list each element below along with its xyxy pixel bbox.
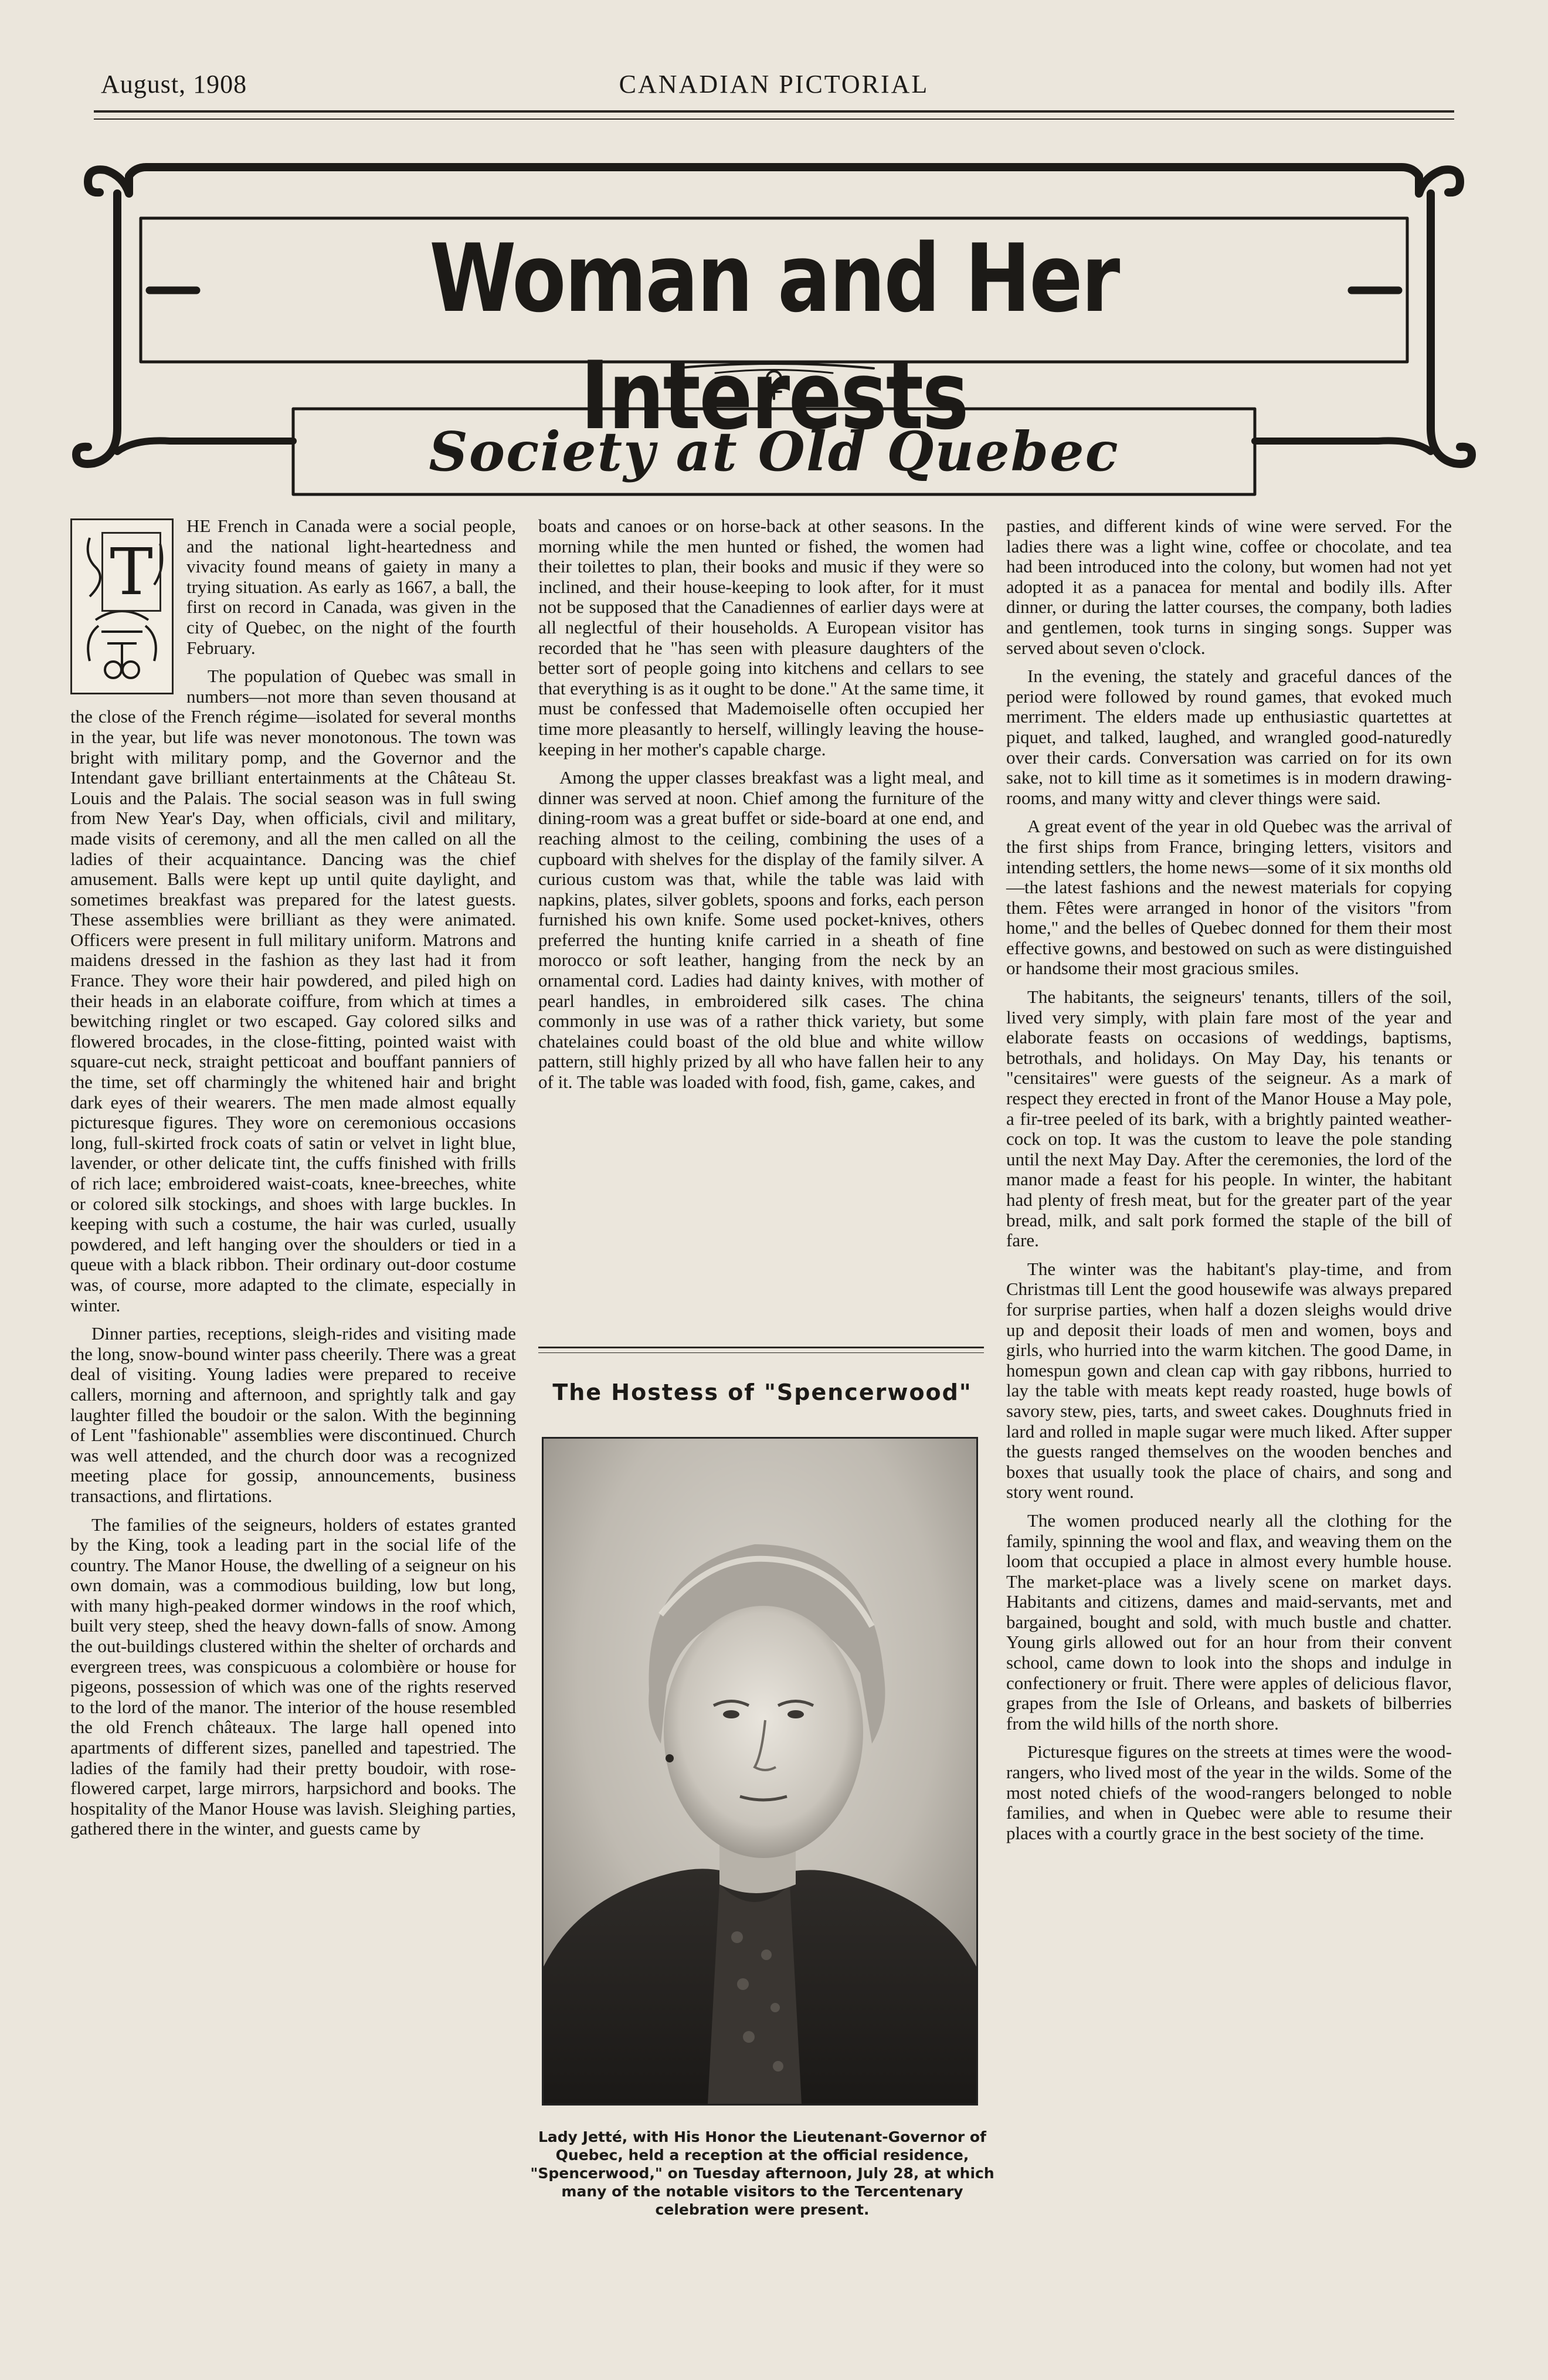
photo-rule xyxy=(538,1347,984,1348)
paragraph: The women produced nearly all the clothing for the family, spinning the wool and flax, and weaving them on the loom that occupied a place in almost every humble house. The market-place was a lively scene on market days. Habitants and citizens, dames and maid-servants, met and bargained, bought and sold, with much bustle and chatter. Young girls allowed out for an hour from their convent school, came down to look into the shops and indulge in confectionery or fruit. There were apples of delicious flavor, grapes from the Isle of Orleans, and baskets of bilberries from the wild hills of the north shore. xyxy=(1006,1510,1452,1734)
drop-cap xyxy=(70,518,174,694)
paragraph: The families of the seigneurs, holders of estates granted by the King, took a leading part in the social life of the country. The Manor House, the dwelling of a seigneur on his own domain, was a commodious building, low but long, with many high-peaked dormer windows in the roof which, built very steep, shed the heavy down-falls of snow. Among the out-buildings clustered within the shelter of orchards and evergreen trees, was conspicuous a colombière or house for pigeons, possession of which was one of the rights reserved to the lord of the manor. The interior of the house resembled the old French châteaux. The large hall opened into apartments of different sizes, panelled and tapestried. The ladies of the family had their pretty boudoir, with rose-flowered carpet, large mirrors, harpsichord and books. The hospitality of the Manor House was lavish. Sleighing parties, gathered there in the winter, and guests came by xyxy=(70,1514,516,1839)
paragraph: The habitants, the seigneurs' tenants, tillers of the soil, lived very simply, with plain fare most of the year and elaborate feasts on occasions of weddings, baptisms, betrothals, and holidays. On May Day, his tenants or "censitaires" were guests of the seigneur. As a mark of respect they erected in front of the Manor House a May pole, a fir-tree peeled of its bark, with a brightly painted weather-cock on top. It was the custom to leave the pole standing until the next May Day. After the ceremonies, the lord of the manor made a feast for his people. In winter, the habitant had plenty of fresh meat, but for the greater part of the year bread, milk, and salt pork formed the staple of the bill of fare. xyxy=(1006,986,1452,1251)
paragraph: The winter was the habitant's play-time, and from Christmas till Lent the good housewife was always prepared for surprise parties, when half a dozen sleighs would drive up and deposit their loads of men and women, boys and girls, who hurried into the warm kitchen. The good Dame, in homespun gown and clean cap with gay ribbons, hurried to lay the table with meats kept ready roasted, huge bowls of savory stew, pies, tarts, and sweet cakes. Doughnuts fried in lard and rolled in maple sugar were much liked. After supper the guests ranged themselves on the wooden benches and boxes that usually took the place of chairs, and song and story went round. xyxy=(1006,1258,1452,1503)
portrait-photo xyxy=(542,1437,978,2106)
article-title: Society at Old Quebec xyxy=(429,420,1119,483)
paragraph: The population of Quebec was small in numbers—not more than seven thousand at the close of the French régime—isolated for several months in the year, but life was never monotonous. The town was bright with military pomp, and the Governor and the Intendant gave brilliant entertainments at the Château St. Louis and the Palais. The social season was in full swing from New Year's Day, when officials, civil and military, made visits of ceremony, and all the men called on all the ladies of their acquaintance. Dancing was the chief amusement. Balls were kept up until quite daylight, and sometimes breakfast was prepared for the latest guests. These assemblies were brilliant as they were animated. Officers were present in full military uniform. Matrons and maidens dressed in the fashion as they last had it from France. They wore their hair powdered, and piled high on their heads in an elaborate coiffure, from which at times a bewitching ringlet or two escaped. Gay colored silks and flowered brocades, in the close-fitting, pointed waist with square-cut neck, straight petticoat and bouffant panniers of the time, set off charmingly the whitened hair and bright dark eyes of their wearers. The men made almost equally picturesque figures. They wore on ceremonious occasions long, full-skirted frock coats of satin or velvet in light blue, lavender, or other delicate tint, the cuffs finished with frills of rich lace; embroidered waist-coats, knee-breeches, white or colored silk stockings, and shoes with large buckles. In keeping with such a costume, the hair was curled, usually powdered, and left hanging over the shoulders or tied in a queue with a black ribbon. Their ordinary out-door costume was, of course, more adapted to the climate, especially in winter. xyxy=(70,666,516,1316)
article-column-3 xyxy=(1006,516,1452,1852)
publication-name: CANADIAN PICTORIAL xyxy=(619,70,929,99)
paragraph: HE French in Canada were a social people, and the national light-heartedness and vivacity found means of gaiety in many a trying situation. As early as 1667, a ball, the first on record in Canada, was given in the city of Quebec, on the night of the fourth February. xyxy=(186,516,516,658)
paragraph: A great event of the year in old Quebec was the arrival of the first ships from France, bringing letters, visitors and intending settlers, the home news—some of it six months old—the latest fashions and the newest materials for copying them. Fêtes were arranged in honor of the visitors "from home," and the belles of Quebec donned for them their most effective gowns, and bestowed on such as were distinguished or handsome their most gracious smiles. xyxy=(1006,816,1452,979)
drop-cap-letter: T xyxy=(101,532,161,612)
article-column-2 xyxy=(538,516,984,1101)
photo-rule-thin xyxy=(538,1352,984,1353)
paragraph: Picturesque figures on the streets at times were the wood-rangers, who lived most of the year in the wilds. Some of the most noted chiefs of the wood-rangers belonged to noble families, and when in Quebec were able to resume their places with a courtly grace in the best society of the time. xyxy=(1006,1741,1452,1843)
issue-date: August, 1908 xyxy=(101,70,247,99)
article-column-1 xyxy=(70,516,516,1847)
photo-caption: Lady Jetté, with His Honor the Lieutenant-Governor of Quebec, held a reception at the official residence, "Spencerwood," on Tuesday afternoon, July 28, at which many of the notable visitors to the Tercentenary celebration were present. xyxy=(530,2128,994,2218)
portrait-woman-icon xyxy=(544,1439,976,2104)
section-title: Woman and Her Interests xyxy=(429,223,1119,450)
paragraph: In the evening, the stately and graceful dances of the period were followed by round games, that evoked much merriment. The elders made up enthusiastic quartettes at piquet, and talked, laughed, and wrangled good-naturedly over their cards. Conversation was carried on for its own sake, not to kill time as it sometimes is in modern drawing-rooms, and many witty and clever things were said. xyxy=(1006,666,1452,808)
paragraph: Dinner parties, receptions, sleigh-rides and visiting made the long, snow-bound winter pass cheerily. There was a great deal of visiting. Young ladies were prepared to receive callers, morning and afternoon, and sprightly talk and gay laughter filled the boudoir or the salon. With the beginning of Lent "fashionable" assemblies were discontinued. Church was well attended, and the church door was a recognized meeting place for gossip, announcements, business transactions, and flirtations. xyxy=(70,1323,516,1506)
photo-heading: The Hostess of "Spencerwood" xyxy=(552,1379,972,1405)
paragraph: boats and canoes or on horse-back at other seasons. In the morning while the men hunted or fished, the women had their toilettes to plan, their books and music if they were so inclined, and their house-keeping to look after, for it must not be supposed that the Canadiennes of earlier days were at all neglectful of their households. A European visitor has recorded that he "has seen with pleasure daughters of the better sort of people going into kitchens and cellars to see that everything is as it ought to be done." At the same time, it must be confessed that Mademoiselle often occupied her time more pleasantly to herself, willingly leaving the house-keeping in her mother's capable charge. xyxy=(538,516,984,760)
paragraph: Among the upper classes breakfast was a light meal, and dinner was served at noon. Chief among the furniture of the dining-room was a great buffet or side-board at one end, and reaching almost to the ceiling, combining the uses of a cupboard with shelves for the display of the family silver. A curious custom was that, while the table was laid with napkins, plates, silver goblets, spoons and forks, each person furnished his own knife. Some used pocket-knives, others preferred the hunting knife carried in a sheath of fine morocco or soft leather, hanging from the neck by an ornamental cord. Ladies had dainty knives, with mother of pearl handles, in embroidered silk cases. The china commonly in use was of a rather thick variety, but some chatelaines could boast of the old blue and white willow pattern, still highly prized by all who have fallen heir to any of it. The table was loaded with food, fish, game, cakes, and xyxy=(538,767,984,1093)
paragraph: pasties, and different kinds of wine were served. For the ladies there was a light wine, coffee or chocolate, and tea had been introduced into the colony, but women had not yet adopted it as a panacea for mental and bodily ills. After dinner, or during the latter courses, the company, both ladies and gentlemen, took turns in singing songs. Supper was served about seven o'clock. xyxy=(1006,516,1452,658)
